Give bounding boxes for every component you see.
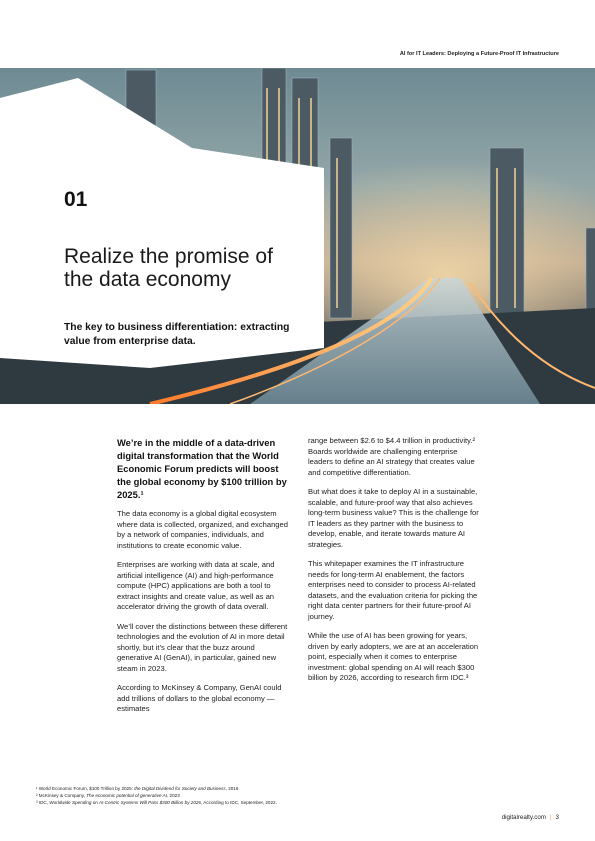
running-header: AI for IT Leaders: Deploying a Future-Proof IT Infrastructure <box>399 51 559 57</box>
hero-image <box>0 68 595 404</box>
footnote-title: Worldwide Spending on AI-Centric Systems Will Pass $300 Billion by 2026 <box>49 800 201 805</box>
footnote-3 <box>36 799 456 806</box>
body-paragraph: We’ll cover the distinctions between these different technologies and the evolution of AI in more detail shortly, but it’s clear that the buzz around generative AI (GenAI), in particular, gained new steam in 2023. <box>117 621 288 673</box>
footnote-title: The economic potential of generative AI <box>86 793 167 798</box>
page-number: 3 <box>555 814 559 821</box>
footnote-title: the Digital Dividend for Society and Business <box>134 786 226 791</box>
footer-site-link[interactable]: digitalrealty.com <box>501 814 546 821</box>
footer-separator: | <box>549 814 552 821</box>
footnote-2 <box>36 792 456 799</box>
body-paragraph: While the use of AI has been growing for years, driven by early adopters, we are at an acceleration point, especially when it comes to enterprise investment: global spending on AI will reach $300 billion by 2026, according to research firm IDC.³ <box>308 631 479 682</box>
footnote-text: ² McKinsey & Company, <box>36 793 87 798</box>
footnote-1 <box>36 785 456 792</box>
section-number: 01 <box>64 188 88 211</box>
text-column-right <box>308 436 481 693</box>
lead-paragraph: We’re in the middle of a data-driven digital transformation that the World Economic Forum predicts will boost the global economy by $100 trillion by 2025.¹ <box>117 437 287 500</box>
footnote-text: ¹ World Economic Forum, $100 Trillion by 2025: <box>36 786 135 791</box>
body-paragraph: This whitepaper examines the IT infrastructure needs for long-term AI enablement, the factors enterprises need to consider to process AI-related datasets, and the evaluation criteria for picking the right data center partners for their future-proof AI journey. <box>308 559 478 621</box>
body-paragraph: According to McKinsey & Company, GenAI could add trillions of dollars to the global economy — estimates <box>117 683 282 713</box>
footnote-text: , 2023 <box>167 793 180 798</box>
body-paragraph: Enterprises are working with data at scale, and artificial intelligence (AI) and high-performance compute (HPC) applications are both a tool to extract insights and create value, as well as an accelerator driving the growth of data overall. <box>117 560 275 611</box>
body-paragraph: range between $2.6 to $4.4 trillion in productivity.² Boards worldwide are challenging enterprise leaders to define an AI strategy that creates value and competitive differentiation. <box>308 436 476 477</box>
section-title: Realize the promise of the data economy <box>64 245 273 292</box>
body-paragraph: But what does it take to deploy AI in a sustainable, scalable, and future-proof way that also achieves long-term business value? This is the challenge for IT leaders as they partner with the business to develop, enable, and iterate towards mature AI strategies. <box>308 487 479 549</box>
footnotes <box>36 785 456 806</box>
footnote-text: , 2016 <box>225 786 239 791</box>
footnote-text: , According to IDC, September, 2022. <box>201 800 277 805</box>
section-subtitle: The key to business differentiation: extracting value from enterprise data. <box>64 322 290 347</box>
white-title-panel <box>0 68 595 404</box>
footnote-text: ³ IDC, <box>36 800 50 805</box>
text-column-left <box>117 436 290 724</box>
page-footer <box>502 814 559 821</box>
body-paragraph: The data economy is a global digital ecosystem where data is collected, organized, and exchanged by a network of companies, individuals, and institutions to create economic value. <box>117 509 288 550</box>
